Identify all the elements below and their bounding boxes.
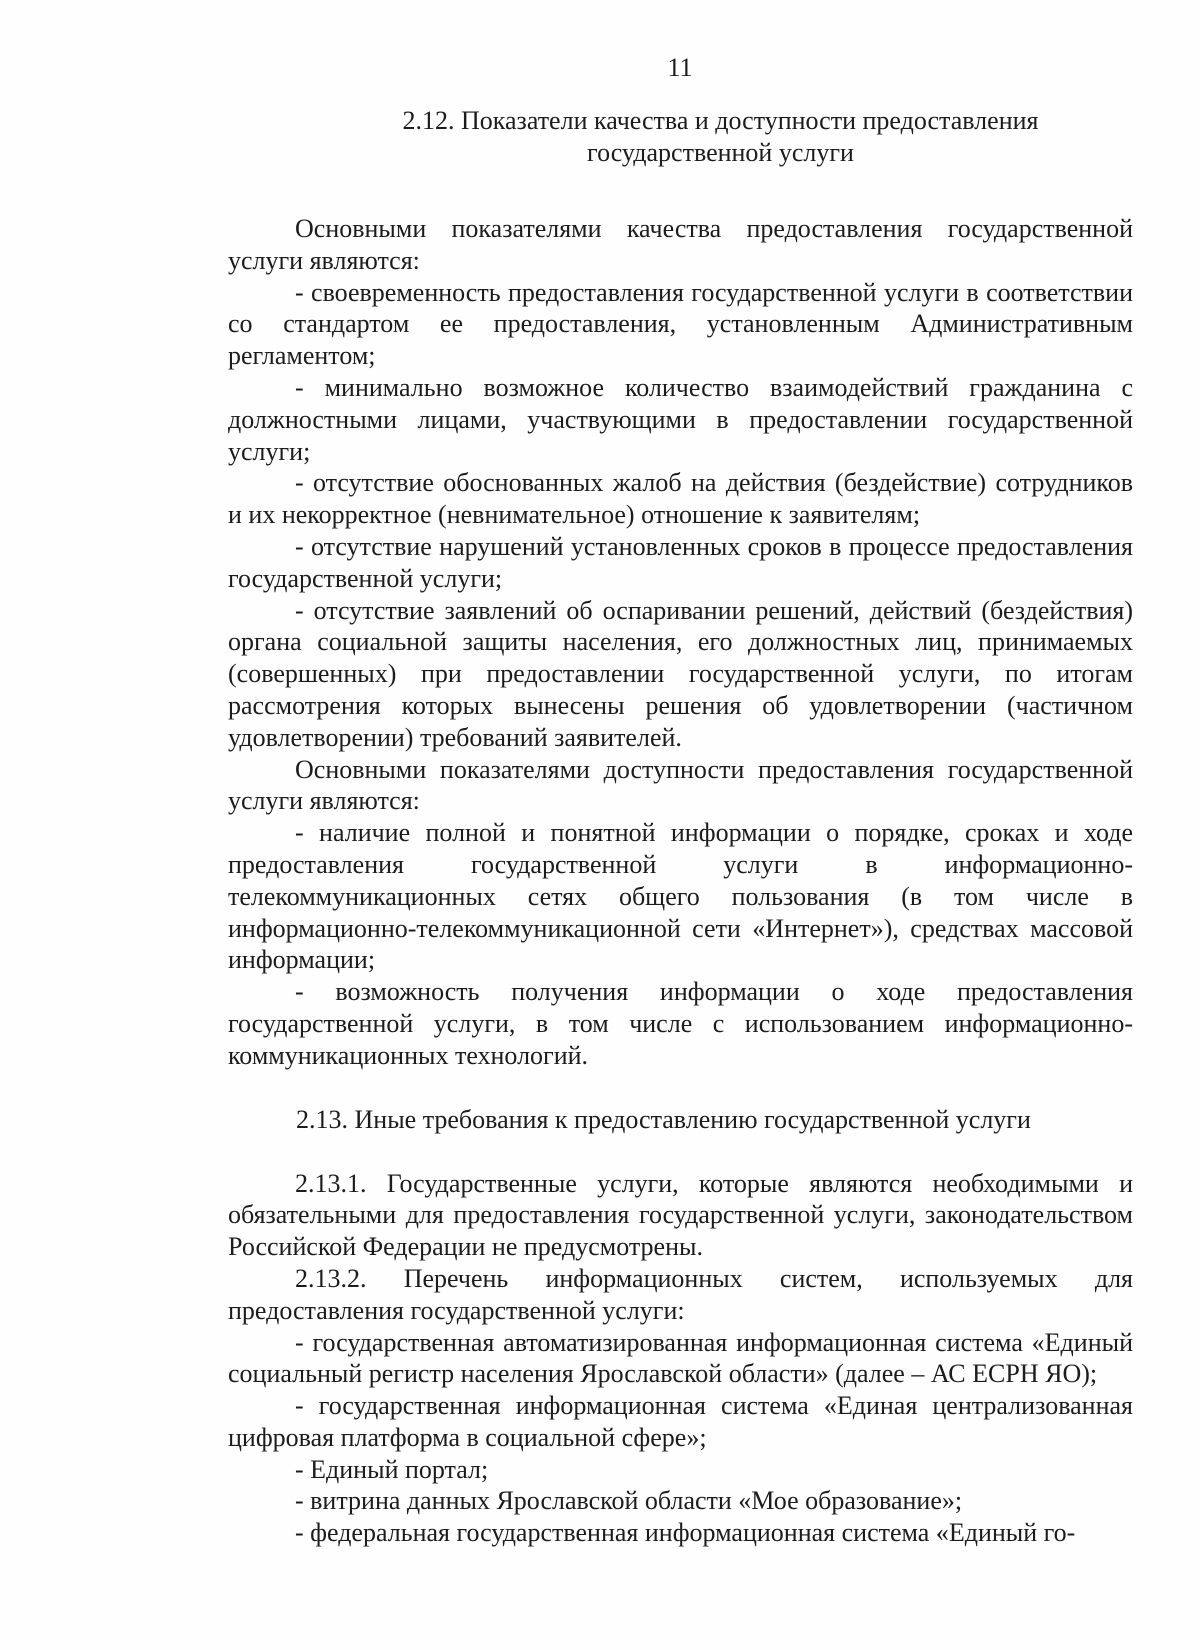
list-item: - государственная информационная система «Единая централизованная цифровая платформа в социальной сфере»; — [228, 1391, 1133, 1452]
list-item: - отсутствие заявлений об оспаривании решений, действий (бездействия) органа социальной защиты населения, его должностных лиц, принимаемых (совершенных) при предоставлении государственной услуги, по итогам рассмотрения которых вынесены решения об удовлетворении (частичном удовлетворении) требований заявителей. — [228, 595, 1133, 752]
list-item: - федеральная государственная информационная система «Единый го- — [295, 1518, 1076, 1548]
paragraph: Основными показателями качества предоставления государственной услуги являются: — [228, 214, 1133, 275]
list-item: - возможность получения информации о ходе предоставления государственной услуги, в том числе с использованием информационно-коммуникационных технологий. — [228, 977, 1133, 1070]
list-item: - наличие полной и понятной информации о порядке, сроках и ходе предоставления государственной услуги в информационно-телекоммуникационных сетях общего пользования (в том числе в информационно-телекоммуникационной сети «Интернет»), средствах массовой информации; — [228, 818, 1133, 975]
list-item: - своевременность предоставления государственной услуги в соответствии со стандартом ее предоставления, установленным Административным регламентом; — [228, 277, 1133, 371]
list-item: - витрина данных Ярославской области «Мое образование»; — [295, 1486, 963, 1516]
section-heading-2-12-line2: государственной услуги — [587, 138, 854, 167]
list-item: - минимально возможное количество взаимодействий гражданина с должностными лицами, участвующими в предоставлении государственной услуги; — [228, 372, 1133, 466]
section-heading-2-13: 2.13. Иные требования к предоставлению государственной услуги — [296, 1104, 1031, 1134]
page-number: 11 — [667, 53, 693, 82]
paragraph: Основными показателями доступности предоставления государственной услуги являются: — [228, 754, 1133, 816]
section-heading-2-12-line1: 2.12. Показатели качества и доступности предоставления — [402, 106, 1039, 135]
list-item: - Единый портал; — [295, 1454, 489, 1484]
section-heading-2-12 — [228, 105, 1133, 169]
paragraph: 2.13.1. Государственные услуги, которые являются необходимыми и обязательными для предоставления государственной услуги, законодательством Российской Федерации не предусмотрены. — [228, 1168, 1133, 1262]
list-item: - отсутствие обоснованных жалоб на действия (бездействие) сотрудников и их некорректное (невнимательное) отношение к заявителям; — [228, 468, 1133, 530]
document-body — [228, 105, 1133, 1549]
paragraph: 2.13.2. Перечень информационных систем, используемых для предоставления государственной услуги: — [228, 1263, 1133, 1325]
list-item: - отсутствие нарушений установленных сроков в процессе предоставления государственной услуги; — [228, 531, 1133, 593]
list-item: - государственная автоматизированная информационная система «Единый социальный регистр населения Ярославской области» (далее – АС ЕСРН ЯО); — [228, 1327, 1133, 1389]
